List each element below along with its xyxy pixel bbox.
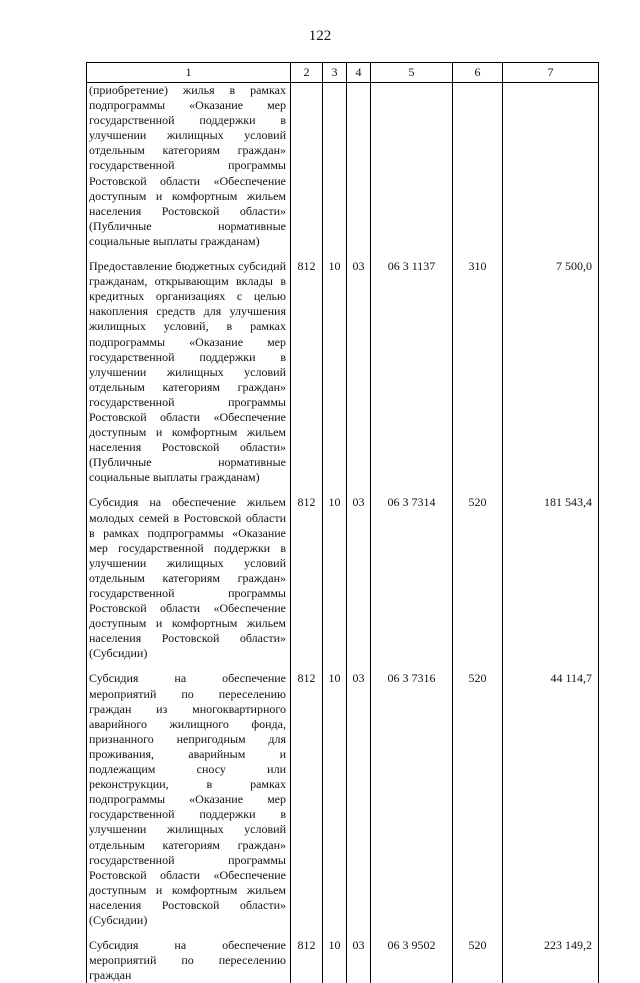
column-header: 1: [87, 63, 291, 83]
table-header-row: [87, 63, 599, 83]
target-article-code: 06 3 7314: [371, 485, 453, 661]
target-article-code: 06 3 7316: [371, 661, 453, 928]
target-article-code: 06 3 1137: [371, 249, 453, 485]
column-header: 4: [347, 63, 371, 83]
expense-type-code: [453, 83, 503, 250]
row-description: Субсидия на обеспечение жильем молодых семей в Ростовской области в рамках подпрограммы «Оказание мер государственной поддержки в улучшении жилищных условий отдельным категориям граждан» государственной программы Ростовской области «Обеспечение доступным и комфортным жильем населения Ростовской области» (Субсидии): [87, 485, 291, 661]
expense-type-code: 520: [453, 661, 503, 928]
amount: 181 543,4: [503, 485, 599, 661]
table-row: [87, 928, 599, 983]
target-article-code: [371, 83, 453, 250]
ministry-code: 812: [291, 928, 323, 983]
target-article-code: 06 3 9502: [371, 928, 453, 983]
ministry-code: 812: [291, 661, 323, 928]
column-header: 7: [503, 63, 599, 83]
section-code: 10: [323, 485, 347, 661]
column-header: 3: [323, 63, 347, 83]
subsection-code: [347, 83, 371, 250]
table-row: [87, 83, 599, 250]
amount: [503, 83, 599, 250]
amount: 223 149,2: [503, 928, 599, 983]
ministry-code: 812: [291, 249, 323, 485]
amount: 7 500,0: [503, 249, 599, 485]
subsection-code: 03: [347, 249, 371, 485]
ministry-code: 812: [291, 485, 323, 661]
table-row: [87, 485, 599, 661]
expense-type-code: 310: [453, 249, 503, 485]
column-header: 2: [291, 63, 323, 83]
budget-table: [86, 62, 599, 983]
section-code: 10: [323, 661, 347, 928]
row-description: Субсидия на обеспечение мероприятий по переселению граждан из многоквартирного аварийного жилищного фонда, признанного непригодным для проживания, аварийным и подлежащим сносу или реконструкции, в рамках подпрограммы «Оказание мер государственной поддержки в улучшении жилищных условий отдельным категориям граждан» государственной программы Ростовской области «Обеспечение доступным и комфортным жильем населения Ростовской области» (Субсидии): [87, 661, 291, 928]
expense-type-code: 520: [453, 485, 503, 661]
column-header: 5: [371, 63, 453, 83]
expense-type-code: 520: [453, 928, 503, 983]
ministry-code: [291, 83, 323, 250]
subsection-code: 03: [347, 928, 371, 983]
subsection-code: 03: [347, 485, 371, 661]
row-description: (приобретение) жилья в рамках подпрограммы «Оказание мер государственной поддержки в улучшении жилищных условий отдельным категориям граждан» государственной программы Ростовской области «Обеспечение доступным и комфортным жильем населения Ростовской области» (Публичные нормативные социальные выплаты гражданам): [87, 83, 291, 250]
section-code: [323, 83, 347, 250]
column-header: 6: [453, 63, 503, 83]
row-description: Субсидия на обеспечение мероприятий по переселению граждан: [87, 928, 291, 983]
row-description: Предоставление бюджетных субсидий гражданам, открывающим вклады в кредитных организациях с целью накопления средств для улучшения жилищных условий, в рамках подпрограммы «Оказание мер государственной поддержки в улучшении жилищных условий отдельным категориям граждан» государственной программы Ростовской области «Обеспечение доступным и комфортным жильем населения Ростовской области» (Публичные нормативные социальные выплаты гражданам): [87, 249, 291, 485]
section-code: 10: [323, 928, 347, 983]
section-code: 10: [323, 249, 347, 485]
amount: 44 114,7: [503, 661, 599, 928]
table-row: [87, 249, 599, 485]
table-row: [87, 661, 599, 928]
subsection-code: 03: [347, 661, 371, 928]
page-number: 122: [308, 28, 332, 44]
